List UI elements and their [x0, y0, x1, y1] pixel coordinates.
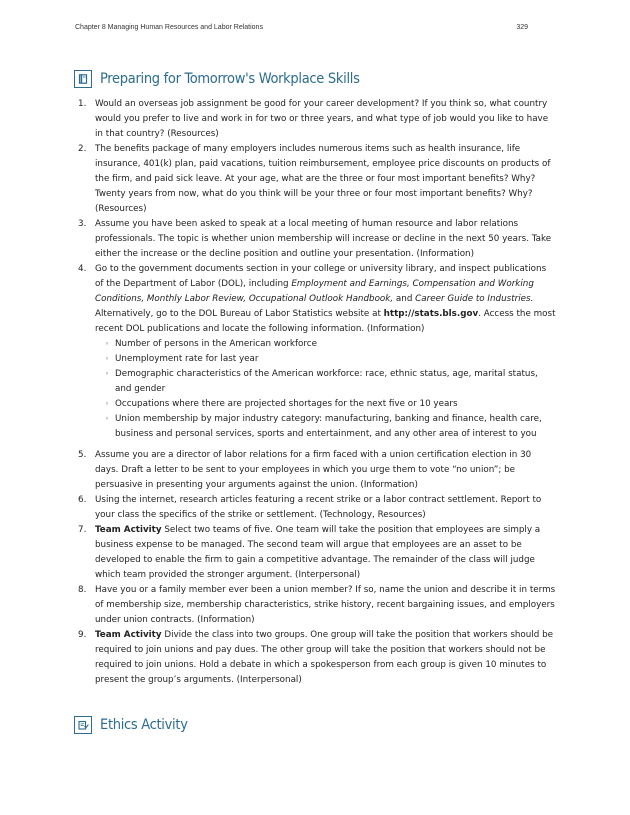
question-list	[78, 97, 556, 688]
list-item: ◦ Union membership by major industry category: manufacturing, banking and finance, health care, business and personal services, sports and entertainment, and any other area of interest to you	[105, 414, 542, 439]
chapter-title: Chapter 8 Managing Human Resources and Labor Relations	[75, 24, 263, 31]
question-item-5: 5. Assume you are a director of labor relations for a firm faced with a union certification election in 30 days. Draft a letter to be sent to your employees in which you urge them to vote “no union”; be persuasive in presenting your arguments against the union. (Information)	[78, 450, 532, 490]
bullet-icon: ◦	[105, 370, 110, 378]
section-title-skills: Preparing for Tomorrow's Workplace Skills	[100, 71, 360, 87]
ethics-section-header	[74, 716, 188, 734]
bls-website-link[interactable]: http://stats.bls.gov	[383, 309, 479, 319]
question-item-7: 7. Team Activity Select two teams of five. One team will take the position that employees are simply a business expense to be managed. The second team will argue that employees are an asset to be developed to enable the firm to gain a competitive advantage. The remainder of the class will judge which team provided the stronger argument. (Interpersonal)	[78, 525, 541, 580]
team-activity-label: Team Activity	[95, 525, 162, 535]
question-item-3: 3. Assume you have been asked to speak at a local meeting of human resource and labor relations professionals. The topic is whether union membership will increase or decline in the next 50 years. Take either the increase or the decline position and outline your presentation. (Information)	[78, 219, 552, 259]
skills-section-header	[74, 70, 360, 88]
section-title-ethics: Ethics Activity	[100, 717, 188, 733]
question-item-4: 4. Go to the government documents section in your college or university library, and inspect publications of the Department of Labor (DOL), including Employment and Earnings, Compensation and Working Conditions, Monthly Labor Review, Occupational Outlook Handbook, and Career Guide to Industries. Alternatively, go to the DOL Bureau of Labor Statistics website at http://stats.bls.gov. Access the most recent DOL publications and locate the following information. (Information) ◦ Number of persons in the American workforce ◦ Unemployment rate for last year ◦ Demographic characteristics of the American workforce: race, ethnic status, age, marital status, and gender ◦ Occupations where there are projected shortages for the next five or 10 years ◦ Union membership by major industry category: manufacturing, banking and finance, health care, business and personal services, sports and entertainment, and any other area of interest to you	[78, 262, 556, 442]
question-list-container	[78, 97, 556, 688]
checklist-icon	[74, 716, 92, 734]
page-number: 329	[516, 24, 528, 31]
bullet-icon: ◦	[105, 340, 110, 348]
question-item-1: 1. Would an overseas job assignment be good for your career development? If you think so, what country would you prefer to live and work in for two or three years, and what type of job would you like to have in that country? (Resources)	[78, 99, 549, 139]
running-header	[75, 24, 528, 31]
list-item: ◦ Number of persons in the American workforce	[95, 337, 556, 352]
team-activity-label: Team Activity	[95, 630, 162, 640]
question-item-8: 8. Have you or a family member ever been a union member? If so, name the union and describe it in terms of membership size, membership characteristics, strike history, recent bargaining issues, and employers under union contracts. (Information)	[78, 585, 556, 625]
bullet-icon: ◦	[105, 400, 110, 408]
question-item-6: 6. Using the internet, research articles featuring a recent strike or a labor contract settlement. Report to your class the specifics of the strike or settlement. (Technology, Resources)	[78, 495, 542, 520]
bullet-icon: ◦	[105, 355, 110, 363]
bullet-icon: ◦	[105, 415, 110, 423]
question-item-2: 2. The benefits package of many employers includes numerous items such as health insurance, life insurance, 401(k) plan, paid vacations, tuition reimbursement, employee price discounts on products of the firm, and paid sick leave. At your age, what are the three or four most important benefits? Why? Twenty years from now, what do you think will be your three or four most important benefits? Why? (Resources)	[78, 144, 551, 214]
list-item: ◦ Unemployment rate for last year	[95, 352, 556, 367]
dol-info-sublist	[95, 337, 556, 442]
list-item: ◦ Demographic characteristics of the American workforce: race, ethnic status, age, marital status, and gender	[105, 369, 538, 394]
question-item-9: 9. Team Activity Divide the class into two groups. One group will take the position that workers should be required to join unions and pay dues. The other group will take the position that workers should not be required to join unions. Hold a debate in which a spokesperson from each group is given 10 minutes to present the group’s arguments. (Interpersonal)	[78, 630, 554, 685]
notebook-icon	[74, 70, 92, 88]
list-item: ◦ Occupations where there are projected shortages for the next five or 10 years	[95, 397, 556, 412]
